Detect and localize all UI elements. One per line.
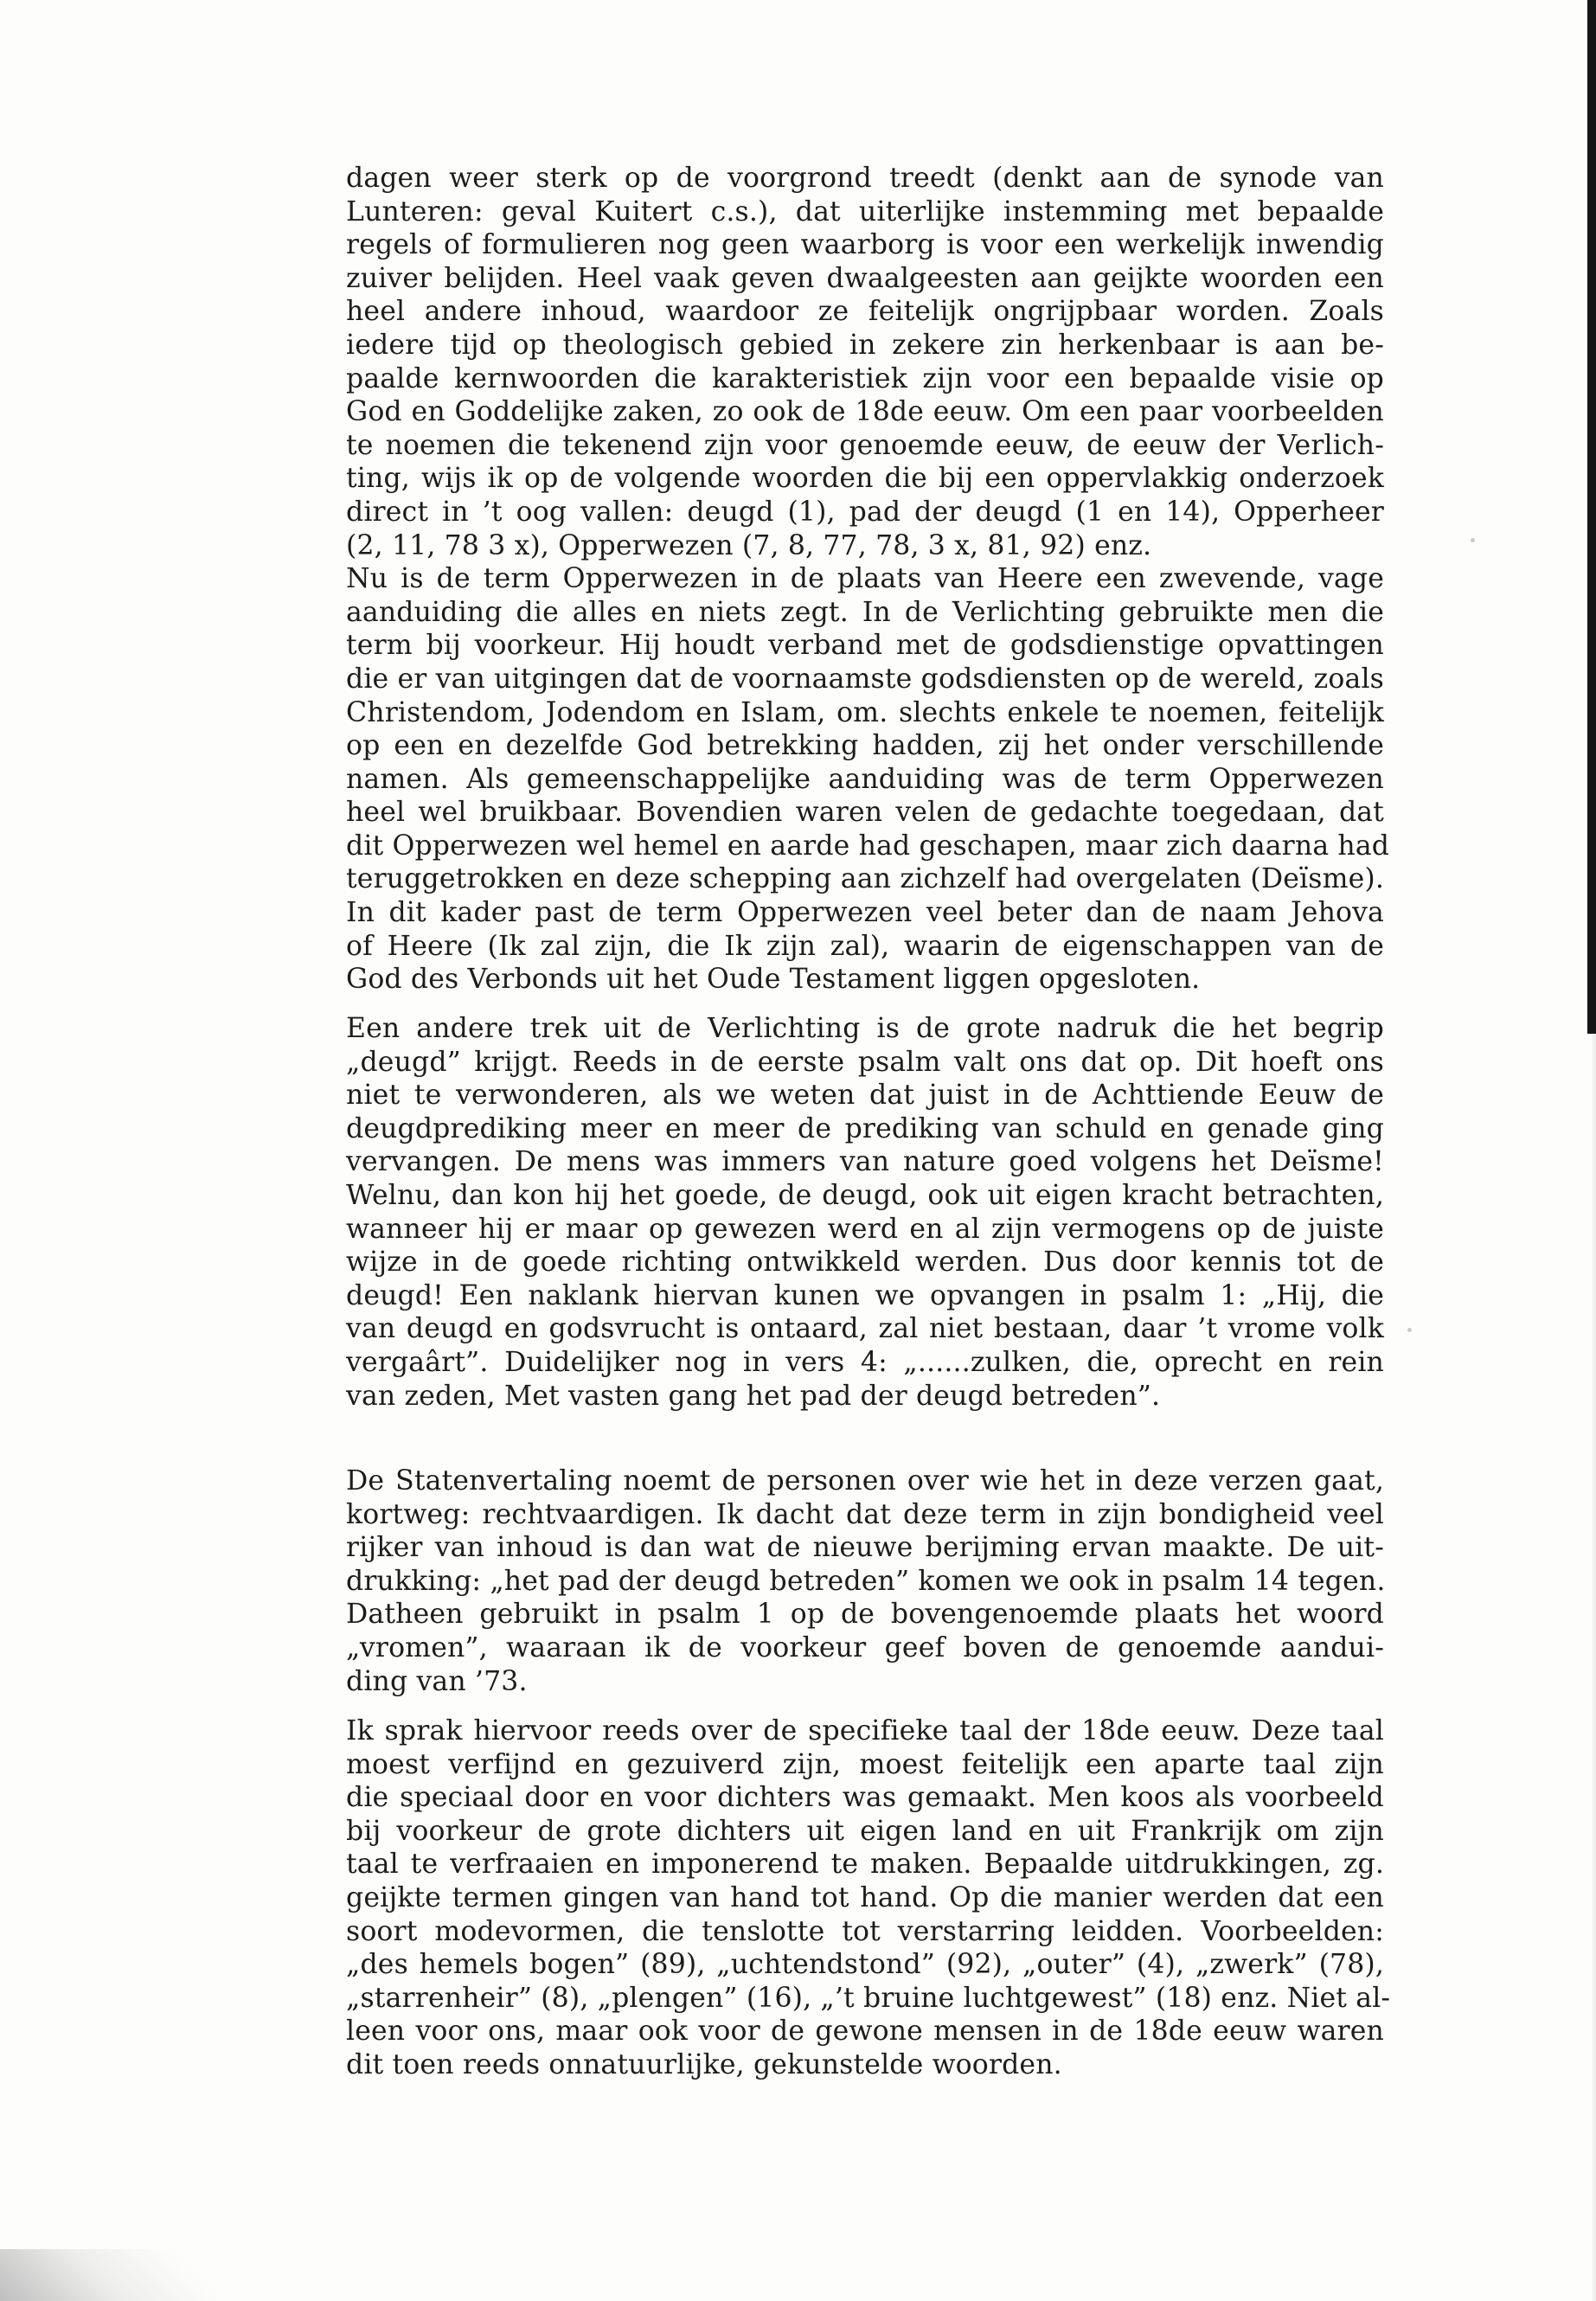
text-line: drukking: „het pad der deugd betreden” komen we ook in psalm 14 tegen. [346, 1565, 1386, 1597]
text-line: deugdprediking meer en meer de prediking van schuld en genade ging [346, 1112, 1384, 1144]
scan-corner-shadow [0, 2249, 225, 2301]
text-line: dit Opperwezen wel hemel en aarde had geschapen, maar zich daarna had [346, 830, 1390, 862]
text-line: (2, 11, 78 3 x), Opperwezen (7, 8, 77, 78, 3 x, 81, 92) enz. [346, 529, 1152, 561]
text-line: op een en dezelfde God betrekking hadden, zij het onder verschillende [346, 730, 1384, 762]
text-line: God en Goddelijke zaken, zo ook de 18de eeuw. Om een paar voorbeelden [346, 396, 1384, 428]
scan-edge-shadow [1587, 0, 1596, 1034]
text-line: Christendom, Jodendom en Islam, om. slechts enkele te noemen, feitelijk [346, 696, 1384, 728]
paragraph-specifieke-taal [346, 1715, 1391, 2082]
scan-speck [1471, 538, 1475, 542]
text-line: deugd! Een naklank hiervan kunen we opvangen in psalm 1: „Hij, die [346, 1279, 1384, 1311]
text-line: ting, wijs ik op de volgende woorden die bij een oppervlakkig onderzoek [346, 463, 1384, 495]
text-line: „starrenheir” (8), „plengen” (16), „’t bruine luchtgewest” (18) enz. Niet al- [346, 1982, 1391, 2014]
text-line: namen. Als gemeenschappelijke aanduiding was de term Opperwezen [346, 763, 1384, 795]
text-line: die speciaal door en voor dichters was gemaakt. Men koos als voorbeeld [346, 1782, 1384, 1814]
paragraph-deugd [346, 1012, 1384, 1413]
text-line: kortweg: rechtvaardigen. Ik dacht dat deze term in zijn bondigheid veel [346, 1498, 1384, 1530]
text-line: Lunteren: geval Kuitert c.s.), dat uiterlijke instemming met bepaalde [346, 195, 1384, 228]
text-line: Ik sprak hiervoor reeds over de specifieke taal der 18de eeuw. Deze taal [346, 1715, 1384, 1747]
text-line: leen voor ons, maar ook voor de gewone mensen in de 18de eeuw waren [346, 2016, 1384, 2048]
text-line: direct in ’t oog vallen: deugd (1), pad der deugd (1 en 14), Opperheer [346, 496, 1384, 528]
text-line: taal te verfraaien en imponerend te maken. Bepaalde uitdrukkingen, zg. [346, 1849, 1384, 1881]
text-line: In dit kader past de term Opperwezen veel beter dan de naam Jehova [346, 897, 1384, 929]
paragraph-opperwezen [346, 162, 1390, 997]
text-line: heel wel bruikbaar. Bovendien waren velen de gedachte toegedaan, dat [346, 797, 1384, 829]
text-line: ding van ’73. [346, 1665, 528, 1697]
text-line: regels of formulieren nog geen waarborg is voor een werkelijk inwendig [346, 229, 1384, 261]
text-line: Een andere trek uit de Verlichting is de grote nadruk die het begrip [346, 1013, 1384, 1044]
text-line: van zeden, Met vasten gang het pad der deugd betreden”. [346, 1380, 1161, 1412]
text-line: „des hemels bogen” (89), „uchtendstond” (92), „outer” (4), „zwerk” (78), [346, 1949, 1384, 1981]
text-line: geijkte termen gingen van hand tot hand. Op die manier werden dat een [346, 1881, 1384, 1913]
text-line: „vromen”, waaraan ik de voorkeur geef boven de genoemde aandui- [346, 1631, 1384, 1663]
text-line: De Statenvertaling noemt de personen over wie het in deze verzen gaat, [346, 1465, 1384, 1497]
text-line: Nu is de term Opperwezen in de plaats van Heere een zwevende, vage [346, 563, 1384, 595]
text-line: „deugd” krijgt. Reeds in de eerste psalm valt ons dat op. Dit hoeft ons [346, 1046, 1384, 1078]
text-line: Datheen gebruikt in psalm 1 op de bovengenoemde plaats het woord [346, 1599, 1384, 1631]
text-line: moest verfijnd en gezuiverd zijn, moest feitelijk een aparte taal zijn [346, 1748, 1384, 1780]
text-line: die er van uitgingen dat de voornaamste godsdiensten op de wereld, zoals [346, 663, 1384, 695]
text-line: paalde kernwoorden die karakteristiek zijn voor een bepaalde visie op [346, 362, 1384, 394]
text-line: aanduiding die alles en niets zegt. In de Verlichting gebruikte men die [346, 596, 1384, 628]
text-line: rijker van inhoud is dan wat de nieuwe berijming ervan maakte. De uit- [346, 1532, 1384, 1564]
text-line: zuiver belijden. Heel vaak geven dwaalgeesten aan geijkte woorden een [346, 262, 1384, 294]
text-line: dagen weer sterk op de voorgrond treedt (denkt aan de synode van [346, 163, 1384, 194]
text-line: te noemen die tekenend zijn voor genoemde eeuw, de eeuw der Verlich- [346, 429, 1384, 461]
scan-speck [1407, 1328, 1412, 1332]
text-line: God des Verbonds uit het Oude Testament liggen opgesloten. [346, 964, 1201, 996]
paragraph-statenvertaling [346, 1465, 1384, 1698]
text-line: iedere tijd op theologisch gebied in zekere zin herkenbaar is aan be- [346, 329, 1384, 361]
text-line: dit toen reeds onnatuurlijke, gekunstelde woorden. [346, 2048, 1062, 2080]
scan-edge-light [1593, 1034, 1596, 2301]
text-line: term bij voorkeur. Hij houdt verband met de godsdienstige opvattingen [346, 630, 1384, 662]
text-line: bij voorkeur de grote dichters uit eigen land en uit Frankrijk om zijn [346, 1815, 1384, 1847]
text-line: wanneer hij er maar op gewezen werd en al zijn vermogens op de juiste [346, 1213, 1384, 1245]
text-line: soort modevormen, die tenslotte tot verstarring leidden. Voorbeelden: [346, 1915, 1384, 1947]
text-line: wijze in de goede richting ontwikkeld werden. Dus door kennis tot de [346, 1247, 1384, 1279]
text-line: vergaârt”. Duidelijker nog in vers 4: „......zulken, die, oprecht en rein [346, 1346, 1384, 1378]
text-line: of Heere (Ik zal zijn, die Ik zijn zal), waarin de eigenschappen van de [346, 930, 1384, 962]
text-line: heel andere inhoud, waardoor ze feitelijk ongrijpbaar worden. Zoals [346, 296, 1384, 328]
text-line: Welnu, dan kon hij het goede, de deugd, ook uit eigen kracht betrachten, [346, 1179, 1384, 1211]
text-line: niet te verwonderen, als we weten dat juist in de Achttiende Eeuw de [346, 1080, 1384, 1112]
text-line: van deugd en godsvrucht is ontaard, zal niet bestaan, daar ’t vrome volk [346, 1313, 1384, 1345]
text-line: vervangen. De mens was immers van nature goed volgens het Deïsme! [346, 1146, 1384, 1178]
text-line: teruggetrokken en deze schepping aan zichzelf had overgelaten (Deïsme). [346, 863, 1384, 895]
